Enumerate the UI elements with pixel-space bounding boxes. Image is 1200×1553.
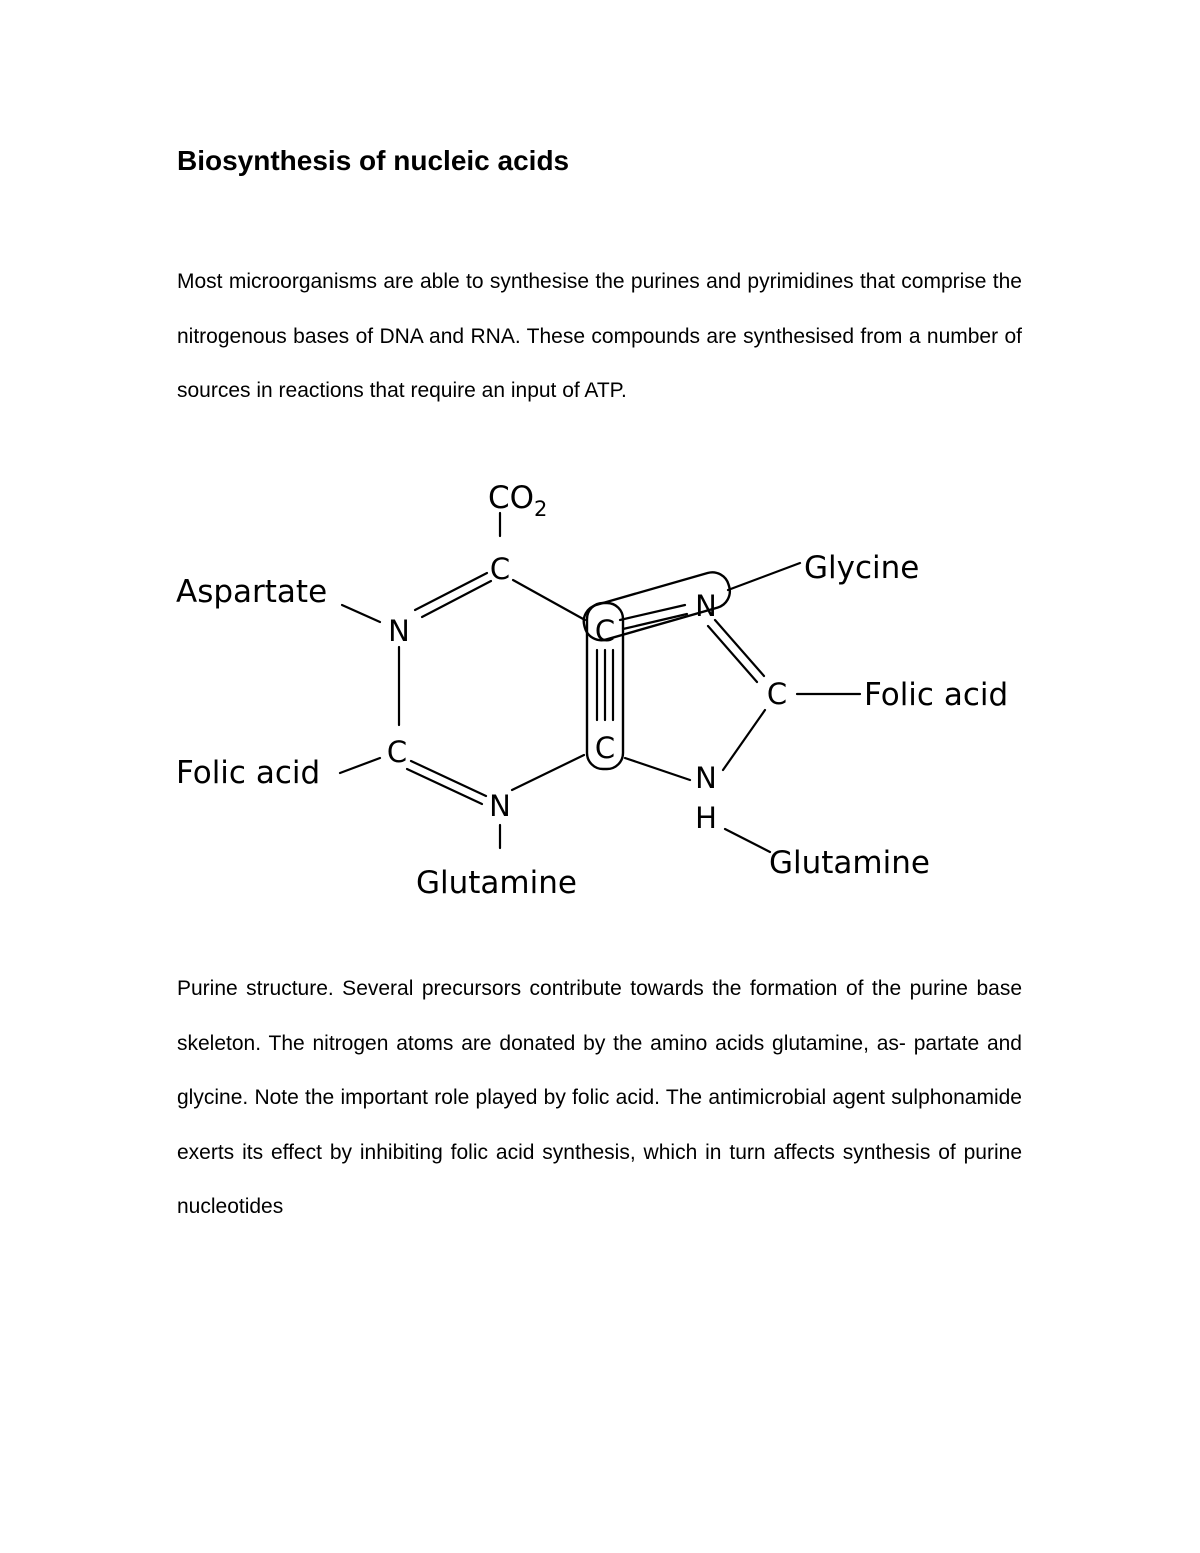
atom-n7: N — [695, 589, 717, 623]
caption-paragraph: Purine structure. Several precursors contribute towards the formation of the purine base skeleton. The nitrogen atoms are donated by the amino acids glutamine, as- partate and glycine. Note the important role played by folic acid. The antimicrobial agent sulphonamide exerts its effect by inhibiting folic acid synthesis, which in turn affects synthesis of purine nucleotides — [177, 977, 1022, 1218]
bond-c6-c5 — [513, 580, 585, 620]
atom-c8: C — [766, 677, 788, 711]
bond-n7-c8-a — [715, 620, 764, 676]
label-glutamine-right: Glutamine — [769, 845, 930, 881]
atom-c6: C — [489, 552, 511, 586]
bond-h-glutamine — [725, 829, 770, 852]
purine-structure-diagram — [170, 470, 1040, 910]
bond-aspartate-n1 — [342, 605, 380, 622]
atom-c5: C — [594, 614, 616, 648]
bond-c8-n9 — [723, 710, 765, 770]
bond-n1-c6-b — [422, 581, 491, 617]
label-co2 — [488, 480, 547, 521]
bond-c2-n3-b — [407, 769, 482, 804]
bond-n3-c4 — [512, 755, 584, 790]
page-title: Biosynthesis of nucleic acids — [177, 145, 570, 176]
atom-n1: N — [388, 614, 410, 648]
bond-c4-n9 — [625, 758, 690, 780]
atom-n3: N — [489, 789, 511, 823]
label-glycine: Glycine — [804, 550, 920, 586]
atom-n9: N — [695, 761, 717, 795]
bond-glycine-n7 — [728, 563, 800, 590]
label-co2-subscript: 2 — [534, 497, 548, 521]
atom-c4: C — [594, 731, 616, 765]
label-folic-acid-left: Folic acid — [176, 755, 321, 791]
bond-n1-c6-a — [415, 573, 487, 610]
atom-c2: C — [386, 735, 408, 769]
bond-folic-acid-c2 — [340, 758, 380, 773]
bond-c2-n3-a — [411, 761, 486, 796]
purine-diagram-svg — [170, 470, 1040, 910]
atom-h9: H — [695, 801, 717, 835]
label-aspartate: Aspartate — [176, 574, 328, 610]
label-folic-acid-right: Folic acid — [864, 677, 1009, 713]
intro-paragraph: Most microorganisms are able to synthesise the purines and pyrimidines that comprise the nitrogenous bases of DNA and RNA. These compounds are synthesised from a number of sources in reactions that require an input of ATP. — [177, 270, 1022, 402]
label-co2-main: CO — [488, 480, 535, 516]
label-glutamine-bottom: Glutamine — [416, 865, 577, 901]
bond-n7-c8-b — [708, 626, 757, 682]
